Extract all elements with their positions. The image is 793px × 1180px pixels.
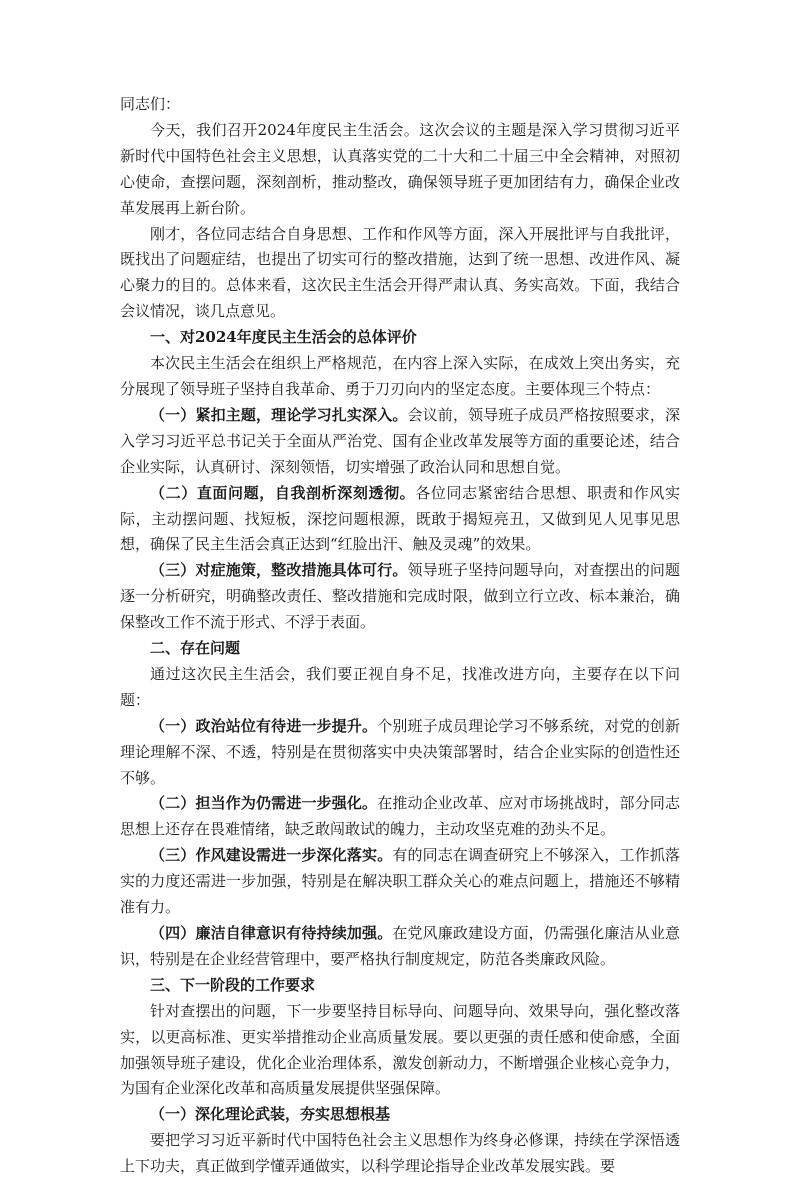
- section-2-item-2: [120, 791, 680, 843]
- section-1-item-1-body: 会议前，领导班子成员严格按照要求，深入学习习近平总书记关于全面从严治党、国有企业改革发展等方面的重要论述，结合企业实际，认真研讨、深刻领悟，切实增强了政治认同和思想自觉。: [120, 405, 680, 476]
- section-3-item-1-body: 要把学习习近平新时代中国特色社会主义思想作为终身必修课，持续在学深悟透上下功夫，真正做到学懂弄通做实，以科学理论指导企业改革发展实践。要: [120, 1131, 680, 1176]
- section-1-item-2: [120, 481, 680, 559]
- section-2-title: 二、存在问题: [150, 639, 241, 658]
- section-1-item-1: [120, 403, 680, 481]
- section-3-item-1-head: （一）深化理论武装，夯实思想根基: [150, 1105, 391, 1124]
- section-1-item-2-body: 各位同志紧密结合思想、职责和作风实际，主动摆问题、找短板，深挖问题根源，既敢于揭短亮丑，又做到见人见事见思想，确保了民主生活会真正达到“红脸出汗、触及灵魂”的效果。: [120, 483, 680, 554]
- section-2-item-4-body: 在党风廉政建设方面，仍需强化廉洁从业意识，特别是在企业经营管理中，要严格执行制度规定，防范各类廉政风险。: [120, 924, 680, 968]
- document-page: [120, 92, 680, 1180]
- intro-paragraph-1: 今天，我们召开2024年度民主生活会。这次会议的主题是深入学习贯彻习近平新时代中国特色社会主义思想，认真落实党的二十大和二十届三中全会精神，对照初心使命，查摆问题，深刻剖析，推动整改，确保领导班子更加团结有力，确保企业改革发展再上新台阶。: [120, 120, 680, 217]
- section-2-item-4-head: （四）廉洁自律意识有待持续加强。: [150, 924, 393, 942]
- section-2-item-3: [120, 843, 680, 921]
- section-3-intro: 针对查摆出的问题，下一步要坚持目标导向、问题导向、效果导向，强化整改落实，以更高标准、更实举措推动企业高质量发展。要以更强的责任感和使命感，全面加强领导班子建设，优化企业治理体系，激发创新动力，不断增强企业核心竞争力，为国有企业深化改革和高质量发展提供坚强保障。: [120, 1001, 680, 1098]
- salutation: 同志们：: [120, 95, 181, 113]
- section-1-item-3: [120, 558, 680, 636]
- section-2-item-4: [120, 921, 680, 973]
- section-2-item-1-head: （一）政治站位有待进一步提升。: [150, 716, 378, 735]
- section-2-item-1-body: 个别班子成员理论学习不够系统，对党的创新理论理解不深、不透，特别是在贯彻落实中央决策部署时，结合企业实际的创造性还不够。: [120, 716, 680, 787]
- section-3-title: 三、下一阶段的工作要求: [150, 975, 316, 994]
- section-2-item-1: [120, 714, 680, 792]
- section-2-item-3-head: （三）作风建设需进一步深化落实。: [150, 846, 393, 865]
- section-1-title: 一、对2024年度民主生活会的总体评价: [150, 328, 417, 347]
- section-1-item-3-head: （三）对症施策，整改措施具体可行。: [150, 561, 408, 580]
- section-1-item-1-head: （一）紧扣主题，理论学习扎实深入。: [150, 405, 408, 424]
- section-2-item-3-body: 有的同志在调查研究上不够深入，工作抓落实的力度还需进一步加强，特别是在解决职工群众关心的难点问题上，措施还不够精准有力。: [120, 846, 680, 917]
- section-2-item-2-body: 在推动企业改革、应对市场挑战时，部分同志思想上还存在畏难情绪，缺乏敢闯敢试的魄力，主动攻坚克难的劲头不足。: [120, 794, 680, 839]
- section-1-intro: 本次民主生活会在组织上严格规范，在内容上深入实际，在成效上突出务实，充分展现了领导班子坚持自我革命、勇于刀刃向内的坚定态度。主要体现三个特点：: [120, 354, 680, 398]
- section-2-item-2-head: （二）担当作为仍需进一步强化。: [150, 794, 378, 813]
- section-1-item-3-body: 领导班子坚持问题导向，对查摆出的问题逐一分析研究，明确整改责任、整改措施和完成时限，做到立行立改、标本兼治，确保整改工作不流于形式、不浮于表面。: [120, 561, 680, 632]
- section-2-intro: 通过这次民主生活会，我们要正视自身不足，找准改进方向，主要存在以下问题：: [120, 664, 680, 709]
- section-1-item-2-head: （二）直面问题，自我剖析深刻透彻。: [150, 483, 416, 502]
- intro-paragraph-2: 刚才，各位同志结合自身思想、工作和作风等方面，深入开展批评与自我批评，既找出了问题症结，也提出了切实可行的整改措施，达到了统一思想、改进作风、凝心聚力的目的。总体来看，这次民主生活会开得严肃认真、务实高效。下面，我结合会议情况，谈几点意见。: [120, 224, 680, 321]
